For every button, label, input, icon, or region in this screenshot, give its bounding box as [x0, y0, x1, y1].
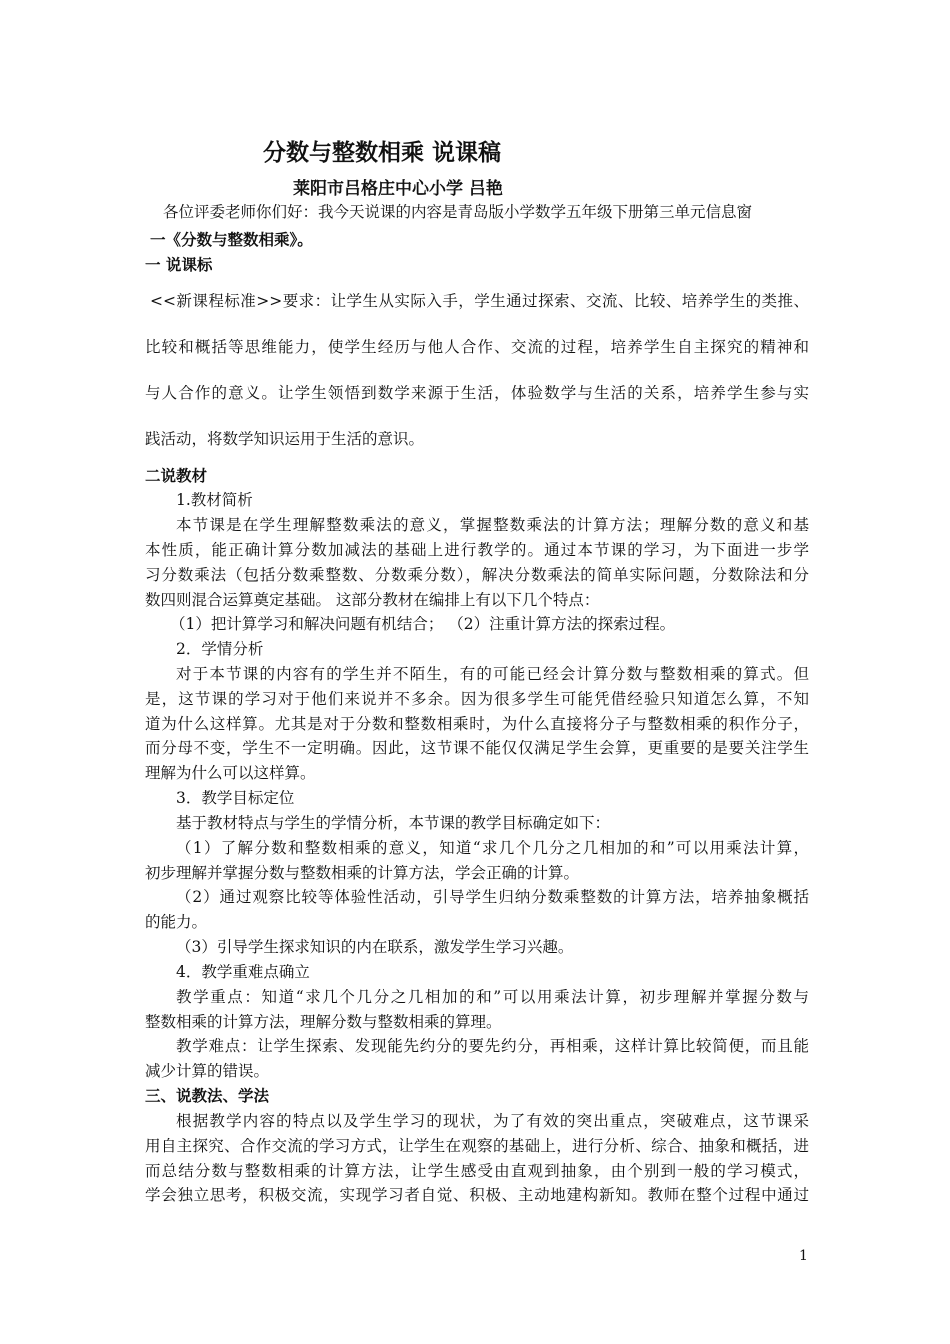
paragraph-line: 教学难点：让学生探索、发现能先约分的要先约分，再相乘，这样计算比较简便，而且能	[176, 1037, 809, 1055]
paragraph-line: 习分数乘法（包括分数乘整数、分数乘分数），解决分数乘法的简单实际问题，分数除法和分	[145, 566, 809, 584]
goal-line: 初步理解并掌握分数与整数相乘的计算方法，学会正确的计算。	[145, 864, 580, 882]
paragraph-line: 根据教学内容的特点以及学生学习的现状，为了有效的突出重点，突破难点，这节课采	[176, 1112, 809, 1130]
subsection-heading: 1.教材简析	[176, 491, 253, 509]
paragraph-line: 比较和概括等思维能力，使学生经历与他人合作、交流的过程，培养学生自主探究的精神和	[145, 338, 809, 356]
goal-line: 的能力。	[145, 913, 208, 931]
paragraph-line: 基于教材特点与学生的学情分析，本节课的教学目标确定如下：	[176, 814, 611, 832]
paragraph-line: 道为什么这样算。尤其是对于分数和整数相乘时，为什么直接将分子与整数相乘的积作分子，	[145, 715, 809, 733]
paragraph-line: 践活动，将数学知识运用于生活的意识。	[145, 430, 425, 448]
goal-line: （2）通过观察比较等体验性活动，引导学生归纳分数乘整数的计算方法，培养抽象概括	[176, 888, 809, 906]
feature-list: （1）把计算学习和解决问题有机结合； （2）注重计算方法的探索过程。	[170, 615, 676, 633]
subsection-heading: 3．教学目标定位	[176, 789, 295, 807]
paragraph-line: 用自主探究、合作交流的学习方式，让学生在观察的基础上，进行分析、综合、抽象和概括，进	[145, 1137, 809, 1155]
paragraph-line: 本性质，能正确计算分数加减法的基础上进行教学的。通过本节课的学习，为下面进一步学	[145, 541, 809, 559]
page-number: 1	[799, 1248, 808, 1264]
goal-line: （3）引导学生探求知识的内在联系，激发学生学习兴趣。	[176, 938, 574, 956]
page-title: 分数与整数相乘 说课稿	[263, 139, 502, 166]
paragraph-line: 而分母不变，学生不一定明确。因此，这节课不能仅仅满足学生会算，更重要的是要关注学生	[145, 739, 809, 757]
section-heading: 二说教材	[145, 466, 208, 485]
paragraph-line: 而总结分数与整数相乘的计算方法，让学生感受由直观到抽象，由个别到一般的学习模式，	[145, 1162, 809, 1180]
paragraph-line: 理解为什么可以这样算。	[145, 764, 316, 782]
paragraph-line: 与人合作的意义。让学生领悟到数学来源于生活，体验数学与生活的关系，培养学生参与实	[145, 384, 809, 402]
paragraph-line: <<新课程标准>>要求：让学生从实际入手，学生通过探索、交流、比较、培养学生的类推、	[150, 292, 809, 310]
author-line: 莱阳市吕格庄中心小学 吕艳	[293, 179, 503, 199]
paragraph-line: 本节课是在学生理解整数乘法的意义，掌握整数乘法的计算方法；理解分数的意义和基	[176, 516, 809, 534]
subsection-heading: 4．教学重难点确立	[176, 963, 310, 981]
intro-line: 一《分数与整数相乘》。	[150, 230, 313, 249]
section-heading: 一 说课标	[145, 255, 213, 274]
paragraph-line: 对于本节课的内容有的学生并不陌生，有的可能已经会计算分数与整数相乘的算式。但	[176, 665, 809, 683]
intro-line: 各位评委老师你们好：我今天说课的内容是青岛版小学数学五年级下册第三单元信息窗	[163, 203, 753, 221]
paragraph-line: 减少计算的错误。	[145, 1062, 270, 1080]
goal-line: （1）了解分数和整数相乘的意义，知道“求几个几分之几相加的和”可以用乘法计算，	[176, 839, 809, 857]
paragraph-line: 教学重点：知道“求几个几分之几相加的和”可以用乘法计算，初步理解并掌握分数与	[176, 988, 809, 1006]
subsection-heading: 2．学情分析	[176, 640, 264, 658]
paragraph-line: 学会独立思考，积极交流，实现学习者自觉、积极、主动地建构新知。教师在整个过程中通过	[145, 1186, 809, 1204]
section-heading: 三、说教法、学法	[145, 1086, 270, 1105]
paragraph-line: 数四则混合运算奠定基础。 这部分教材在编排上有以下几个特点：	[145, 591, 600, 609]
paragraph-line: 是，这节课的学习对于他们来说并不多余。因为很多学生可能凭借经验只知道怎么算，不知	[145, 690, 809, 708]
paragraph-line: 整数相乘的计算方法，理解分数与整数相乘的算理。	[145, 1013, 502, 1031]
